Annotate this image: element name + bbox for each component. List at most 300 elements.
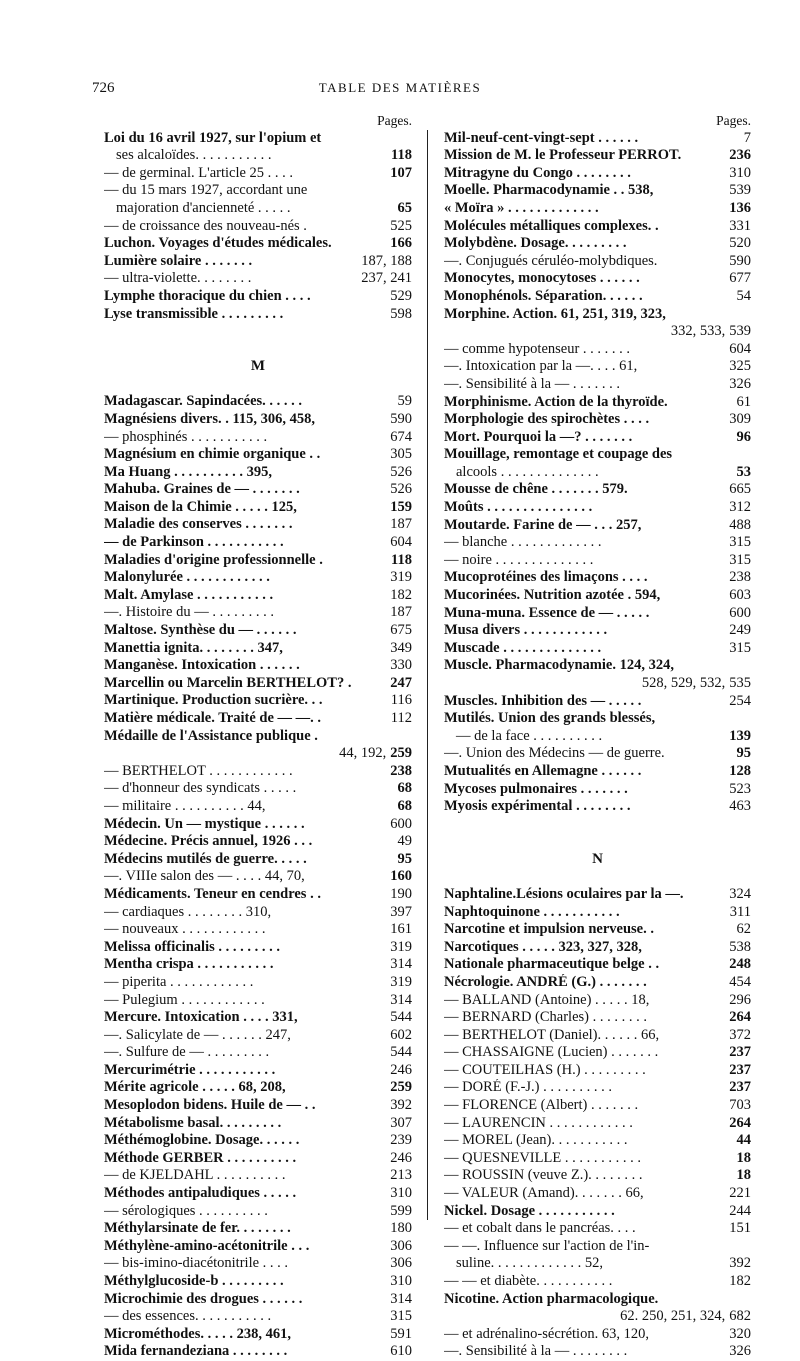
entry-pages: 311: [729, 903, 751, 920]
running-title: TABLE DES MATIÈRES: [318, 80, 482, 95]
index-entry: [104, 1238, 412, 1256]
index-entry: [444, 1167, 751, 1185]
entry-pages: 118: [391, 147, 412, 164]
entry-pages: 590: [729, 252, 751, 269]
entry-text: Malt. Amylase . . . . . . . . . . .: [104, 586, 274, 603]
entry-text: Mousse de chêne . . . . . . . 579.: [444, 481, 628, 498]
index-entry: [444, 1238, 751, 1256]
entry-pages: 310: [390, 1185, 412, 1202]
index-entry: [444, 710, 751, 728]
entry-text: Méthylène-amino-acétonitrile . . .: [104, 1237, 310, 1254]
entry-pages: 675: [390, 622, 412, 639]
index-entry: [444, 675, 751, 693]
entry-pages: 314: [390, 956, 412, 973]
entry-text: —. Union des Médecins — de guerre.: [444, 745, 665, 762]
entry-pages: 49: [397, 833, 412, 850]
index-entry: [104, 939, 412, 957]
entry-pages: 187, 188: [361, 252, 412, 269]
index-entry: [444, 165, 751, 183]
entry-text: — MOREL (Jean). . . . . . . . . . .: [444, 1132, 628, 1149]
entry-pages: 65: [397, 199, 412, 216]
index-entry: [444, 323, 751, 341]
entry-pages: 237: [729, 1061, 751, 1078]
index-entry: [444, 904, 751, 922]
index-entry: [104, 692, 412, 710]
entry-text: Ma Huang . . . . . . . . . . 395,: [104, 463, 272, 480]
entry-text: Naphtaline.Lésions oculaires par la —.: [444, 885, 684, 902]
entry-pages: 600: [390, 815, 412, 832]
entry-pages: 236: [729, 147, 751, 164]
index-entry: [104, 1255, 412, 1273]
entry-text: Monophénols. Séparation. . . . . .: [444, 287, 643, 304]
entry-pages: 7: [743, 129, 751, 146]
index-entry: [444, 1326, 751, 1344]
entry-text: Métabolisme basal. . . . . . . . .: [104, 1114, 282, 1131]
entry-text: Mercure. Intoxication . . . . 331,: [104, 1009, 298, 1026]
entry-text: Mort. Pourquoi la —? . . . . . . .: [444, 428, 633, 445]
entry-pages: 305: [390, 446, 412, 463]
entry-text: — de la face . . . . . . . . . .: [456, 727, 603, 744]
index-entry: [104, 1062, 412, 1080]
entry-text: Mutilés. Union des grands blessés,: [444, 710, 656, 727]
index-entry: [444, 288, 751, 306]
entry-pages: 238: [729, 569, 751, 586]
entry-text: Moelle. Pharmacodynamie . . 538,: [444, 182, 654, 199]
entry-text: — BERTHELOT . . . . . . . . . . . .: [104, 762, 293, 779]
entry-pages: 598: [390, 305, 412, 322]
index-entry: [444, 358, 751, 376]
index-entry: [444, 1343, 751, 1361]
entry-pages: 538: [729, 938, 751, 955]
index-entry: [104, 182, 412, 200]
entry-pages: 326: [729, 375, 751, 392]
entry-text: Matière médicale. Traité de — —. .: [104, 710, 322, 726]
index-entry: [104, 622, 412, 640]
entry-pages: 18: [736, 1167, 751, 1184]
index-entry: [104, 1220, 412, 1238]
index-entry: [444, 1062, 751, 1080]
index-entry: [104, 411, 412, 429]
entry-text: —. Intoxication par la —. . . . 61,: [444, 358, 638, 375]
index-entry: [104, 1079, 412, 1097]
entry-text: Nationale pharmaceutique belge . .: [444, 956, 660, 973]
entry-pages: 326: [729, 1343, 751, 1360]
entry-pages: 315: [729, 551, 751, 568]
entry-text: Manganèse. Intoxication . . . . . .: [104, 657, 300, 674]
entry-pages: 61: [736, 393, 751, 410]
entry-text: Morphinisme. Action de la thyroïde.: [444, 393, 668, 410]
column-divider: [427, 130, 428, 1220]
entry-text: Malonylurée . . . . . . . . . . . .: [104, 569, 270, 586]
entry-text: Lumière solaire . . . . . . .: [104, 252, 253, 269]
entry-pages: 237: [729, 1044, 751, 1061]
index-entry: [444, 587, 751, 605]
page-number: 726: [92, 80, 115, 96]
index-entry: [444, 1115, 751, 1133]
entry-text: Muscle. Pharmacodynamie. 124, 324,: [444, 657, 674, 674]
entry-text: Myosis expérimental . . . . . . . .: [444, 798, 631, 815]
entry-pages: 247: [390, 674, 412, 691]
index-entry: [444, 763, 751, 781]
entry-pages: 213: [390, 1167, 412, 1184]
entry-text: — DORÉ (F.-J.) . . . . . . . . . .: [444, 1079, 613, 1096]
index-entry: [104, 130, 412, 148]
pages-label: Pages.: [377, 113, 412, 128]
index-entry: [104, 306, 412, 324]
index-entry: [104, 745, 412, 763]
index-entry: [444, 552, 751, 570]
entry-pages: 159: [390, 498, 412, 515]
entry-text: Mentha crispa . . . . . . . . . . .: [104, 956, 274, 973]
entry-pages: 62: [736, 921, 751, 938]
entry-text: — FLORENCE (Albert) . . . . . . .: [444, 1097, 639, 1114]
index-entry: [444, 992, 751, 1010]
entry-pages: 187: [390, 516, 412, 533]
index-entry: [104, 1326, 412, 1344]
entry-pages: 535: [729, 675, 751, 691]
index-entry: [104, 780, 412, 798]
entry-pages: 112: [390, 710, 412, 726]
index-entry: [104, 1027, 412, 1045]
index-entry: [444, 235, 751, 253]
entry-pages: 160: [390, 868, 412, 885]
entry-text: Mérite agricole . . . . . 68, 208,: [104, 1079, 286, 1096]
entry-text: — de germinal. L'article 25 . . . .: [104, 164, 294, 181]
index-entry: [444, 1185, 751, 1203]
entry-text: — COUTEILHAS (H.) . . . . . . . . .: [444, 1061, 646, 1078]
entry-text: — ROUSSIN (veuve Z.). . . . . . . .: [444, 1167, 643, 1184]
entry-text: Nickel. Dosage . . . . . . . . . . .: [444, 1202, 615, 1219]
index-entry: [444, 376, 751, 394]
entry-text: Mahuba. Graines de — . . . . . . .: [104, 481, 300, 498]
entry-text: Méthodes antipaludiques . . . . .: [104, 1185, 297, 1202]
entry-pages: 526: [390, 463, 412, 480]
index-entry: [444, 1027, 751, 1045]
entry-pages: 320: [729, 1325, 751, 1342]
entry-pages: 180: [390, 1220, 412, 1237]
entry-pages: 309: [729, 411, 751, 428]
entry-text: Méthylarsinate de fer. . . . . . . .: [104, 1220, 291, 1237]
index-list-m: [104, 393, 412, 1361]
index-entry: [104, 640, 412, 658]
entry-text: Microchimie des drogues . . . . . .: [104, 1290, 303, 1307]
entry-pages: 349: [390, 639, 412, 656]
entry-pages: 259: [390, 1079, 412, 1096]
right-column: [444, 112, 751, 1361]
entry-pages: 315: [729, 534, 751, 551]
entry-text: 528, 529, 532,: [641, 675, 726, 691]
index-entry: [444, 1044, 751, 1062]
entry-text: Muscade . . . . . . . . . . . . . .: [444, 639, 602, 656]
index-entry: [444, 939, 751, 957]
entry-text: — piperita . . . . . . . . . . . .: [104, 973, 254, 990]
entry-text: Naphtoquinone . . . . . . . . . . .: [444, 903, 620, 920]
index-entry: [444, 886, 751, 904]
index-entry: [104, 1009, 412, 1027]
entry-pages: 239: [390, 1132, 412, 1149]
entry-text: Manettia ignita. . . . . . . . 347,: [104, 639, 283, 656]
entry-text: alcools . . . . . . . . . . . . . .: [456, 463, 599, 480]
index-entry: [444, 464, 751, 482]
entry-pages: 312: [729, 499, 751, 516]
entry-text: — —. Influence sur l'action de l'in-: [444, 1237, 650, 1254]
entry-pages: 249: [729, 622, 751, 639]
index-entry: [104, 868, 412, 886]
entry-pages: 296: [729, 991, 751, 1008]
entry-text: Loi du 16 avril 1927, sur l'opium et: [104, 129, 322, 146]
entry-pages: 526: [390, 481, 412, 498]
entry-text: Mutualités en Allemagne . . . . . .: [444, 762, 642, 779]
index-entry: [104, 904, 412, 922]
index-entry: [104, 1203, 412, 1221]
index-entry: [444, 270, 751, 288]
entry-pages: 330: [390, 657, 412, 674]
index-entry: [104, 481, 412, 499]
entry-text: Madagascar. Sapindacées. . . . . .: [104, 393, 303, 410]
entry-text: Moûts . . . . . . . . . . . . . . .: [444, 499, 593, 516]
entry-pages: 610: [390, 1343, 412, 1360]
entry-text: Moutarde. Farine de — . . . 257,: [444, 516, 642, 533]
entry-text: — ultra-violette. . . . . . . .: [104, 270, 252, 287]
entry-pages: 324: [729, 885, 751, 902]
entry-pages: 244: [729, 1202, 751, 1219]
index-entry: [444, 1291, 751, 1309]
index-entry: [104, 288, 412, 306]
entry-text: — noire . . . . . . . . . . . . . .: [444, 551, 594, 568]
index-entry: [444, 1079, 751, 1097]
entry-text: Magnésium en chimie organique . .: [104, 446, 321, 463]
index-entry: [444, 921, 751, 939]
entry-pages: 310: [390, 1273, 412, 1289]
entry-text: Maison de la Chimie . . . . . 125,: [104, 498, 297, 515]
entry-pages: 454: [729, 973, 751, 990]
entry-text: Médaille de l'Assistance publique .: [104, 727, 318, 744]
entry-pages: 544: [390, 1009, 412, 1026]
entry-pages: 237, 241: [361, 270, 412, 287]
entry-text: 332, 533,: [670, 323, 726, 340]
entry-text: — militaire . . . . . . . . . . 44,: [104, 797, 266, 814]
entry-text: Mucorinées. Nutrition azotée . 594,: [444, 587, 661, 604]
entry-pages: 677: [729, 270, 751, 287]
index-entry: [444, 745, 751, 763]
index-entry: [444, 1097, 751, 1115]
entry-pages: 599: [390, 1202, 412, 1219]
index-entry: [104, 235, 412, 253]
entry-pages: 246: [390, 1061, 412, 1078]
entry-pages: 139: [729, 727, 751, 744]
index-entry: [444, 130, 751, 148]
index-entry: [444, 657, 751, 675]
index-entry: [104, 921, 412, 939]
entry-pages: 525: [390, 217, 412, 234]
entry-pages: 95: [397, 850, 412, 867]
entry-text: — et cobalt dans le pancréas. . . .: [444, 1220, 636, 1237]
index-entry: [104, 886, 412, 904]
index-entry: [444, 1255, 751, 1273]
entry-text: Maladies d'origine professionnelle .: [104, 551, 323, 568]
index-entry: [104, 147, 412, 165]
entry-text: — de Parkinson . . . . . . . . . . .: [104, 534, 284, 551]
entry-pages: 44: [736, 1132, 751, 1149]
index-entry: [444, 429, 751, 447]
entry-pages: 602: [390, 1026, 412, 1043]
index-entry: [444, 147, 751, 165]
entry-text: Magnésiens divers. . 115, 306, 458,: [104, 410, 316, 427]
index-entry: [104, 833, 412, 851]
entry-pages: 604: [729, 340, 751, 357]
index-entry: [104, 552, 412, 570]
index-entry: [104, 1308, 412, 1326]
entry-text: 44, 192,: [339, 745, 387, 762]
index-list-n: [444, 886, 751, 1361]
entry-text: — comme hypotenseur . . . . . . .: [444, 340, 631, 357]
entry-text: —. Histoire du — . . . . . . . . .: [104, 604, 274, 621]
index-entry: [104, 499, 412, 517]
entry-text: Lyse transmissible . . . . . . . . .: [104, 305, 284, 322]
entry-text: —. Sulfure de — . . . . . . . . .: [104, 1044, 270, 1061]
index-entry: [444, 974, 751, 992]
entry-text: Martinique. Production sucrière. . .: [104, 692, 323, 709]
index-entry: [104, 270, 412, 288]
entry-pages: 18: [736, 1149, 751, 1166]
entry-pages: 248: [729, 956, 751, 973]
index-entry: [104, 956, 412, 974]
entry-text: Monocytes, monocytoses . . . . . .: [444, 270, 640, 287]
entry-pages: 539: [729, 323, 751, 340]
entry-pages: 182: [729, 1273, 751, 1289]
index-entry: [444, 728, 751, 746]
entry-pages: 392: [729, 1255, 751, 1272]
section-letter-m: M: [250, 358, 266, 375]
entry-text: Mission de M. le Professeur PERROT.: [444, 147, 682, 164]
index-entry: [104, 798, 412, 816]
entry-text: 62. 250, 251, 324,: [620, 1308, 726, 1325]
index-entry: [444, 1220, 751, 1238]
entry-text: Médecine. Précis annuel, 1926 . . .: [104, 833, 313, 850]
entry-pages: 166: [390, 235, 412, 252]
entry-pages: 54: [736, 287, 751, 304]
entry-text: — BERTHELOT (Daniel). . . . . . 66,: [444, 1026, 660, 1043]
index-entry: [104, 534, 412, 552]
entry-pages: 520: [729, 235, 751, 252]
entry-text: — BERNARD (Charles) . . . . . . . .: [444, 1009, 647, 1026]
entry-text: Lymphe thoracique du chien . . . .: [104, 287, 311, 304]
entry-text: Mil-neuf-cent-vingt-sept . . . . . .: [444, 129, 639, 146]
entry-pages: 674: [390, 428, 412, 445]
pages-label: Pages.: [716, 113, 751, 128]
entry-text: Molybdène. Dosage. . . . . . . . .: [444, 235, 627, 252]
entry-pages: 523: [729, 780, 751, 797]
entry-text: Médecin. Un — mystique . . . . . .: [104, 815, 305, 832]
entry-pages: 529: [390, 287, 412, 304]
index-entry: [104, 1291, 412, 1309]
entry-pages: 591: [390, 1325, 412, 1342]
entry-pages: 237: [729, 1079, 751, 1096]
index-entry: [104, 657, 412, 675]
index-entry: [444, 341, 751, 359]
entry-text: —. Conjugués céruléo-molybdiques.: [444, 252, 658, 269]
index-entry: [104, 675, 412, 693]
entry-pages: 68: [397, 797, 412, 814]
entry-text: majoration d'ancienneté . . . . .: [116, 199, 291, 216]
entry-text: suline. . . . . . . . . . . . . 52,: [456, 1255, 604, 1272]
index-entry: [104, 446, 412, 464]
entry-text: Mucoprotéines des limaçons . . . .: [444, 569, 648, 586]
entry-text: Mitragyne du Congo . . . . . . . .: [444, 164, 631, 181]
entry-pages: 315: [729, 639, 751, 656]
index-entry: [104, 393, 412, 411]
index-entry: [104, 464, 412, 482]
entry-pages: 306: [390, 1237, 412, 1254]
index-entry: [104, 200, 412, 218]
entry-text: ses alcaloïdes. . . . . . . . . . .: [116, 147, 272, 164]
index-entry: [444, 569, 751, 587]
entry-pages: 544: [390, 1044, 412, 1061]
entry-pages: 604: [390, 534, 412, 551]
index-entry: [104, 1097, 412, 1115]
entry-text: Médecins mutilés de guerre. . . . .: [104, 850, 307, 867]
entry-pages: 310: [729, 164, 751, 181]
entry-text: — et adrénalino-sécrétion. 63, 120,: [444, 1325, 649, 1342]
entry-pages: 190: [390, 885, 412, 902]
entry-pages: 307: [390, 1114, 412, 1131]
entry-pages: 107: [390, 164, 412, 181]
entry-text: Musa divers . . . . . . . . . . . .: [444, 622, 608, 639]
entry-pages: 325: [729, 358, 751, 375]
index-entry: [104, 1044, 412, 1062]
entry-text: — LAURENCIN . . . . . . . . . . . .: [444, 1114, 633, 1131]
index-entry: [104, 992, 412, 1010]
entry-text: Mesoplodon bidens. Huile de — . .: [104, 1097, 316, 1114]
entry-pages: 314: [390, 1290, 412, 1307]
index-entry: [444, 1009, 751, 1027]
entry-text: Morphologie des spirochètes . . . .: [444, 411, 650, 428]
index-entry: [444, 182, 751, 200]
entry-pages: 600: [729, 604, 751, 621]
index-entry: [444, 1150, 751, 1168]
entry-pages: 95: [736, 745, 751, 762]
entry-pages: 254: [729, 692, 751, 709]
entry-text: — phosphinés . . . . . . . . . . .: [104, 428, 268, 445]
entry-text: Nicotine. Action pharmacologique.: [444, 1290, 659, 1307]
index-entry: [104, 218, 412, 236]
entry-text: — BALLAND (Antoine) . . . . . 18,: [444, 991, 650, 1008]
entry-text: Muscles. Inhibition des — . . . . .: [444, 692, 642, 709]
index-entry: [104, 1132, 412, 1150]
index-entry: [444, 446, 751, 464]
entry-pages: 116: [390, 692, 412, 709]
entry-pages: 187: [390, 604, 412, 621]
index-entry: [444, 517, 751, 535]
entry-pages: 703: [729, 1097, 751, 1114]
index-list-l: [104, 130, 412, 324]
entry-text: Nécrologie. ANDRÉ (G.) . . . . . . .: [444, 973, 647, 990]
index-entry: [104, 569, 412, 587]
entry-text: Melissa officinalis . . . . . . . . .: [104, 938, 281, 955]
entry-text: Méthode GERBER . . . . . . . . . .: [104, 1149, 297, 1166]
entry-text: — VALEUR (Amand). . . . . . . 66,: [444, 1185, 644, 1202]
index-entry: [444, 499, 751, 517]
index-entry: [444, 640, 751, 658]
index-entry: [104, 1273, 412, 1291]
entry-text: —. VIIIe salon des — . . . . 44, 70,: [104, 868, 305, 885]
index-entry: [444, 956, 751, 974]
entry-text: — Pulegium . . . . . . . . . . . .: [104, 991, 265, 1008]
entry-pages: 314: [390, 991, 412, 1008]
entry-pages: 539: [729, 182, 751, 199]
entry-text: « Moïra » . . . . . . . . . . . . .: [444, 199, 599, 216]
entry-pages: 682: [729, 1308, 751, 1325]
